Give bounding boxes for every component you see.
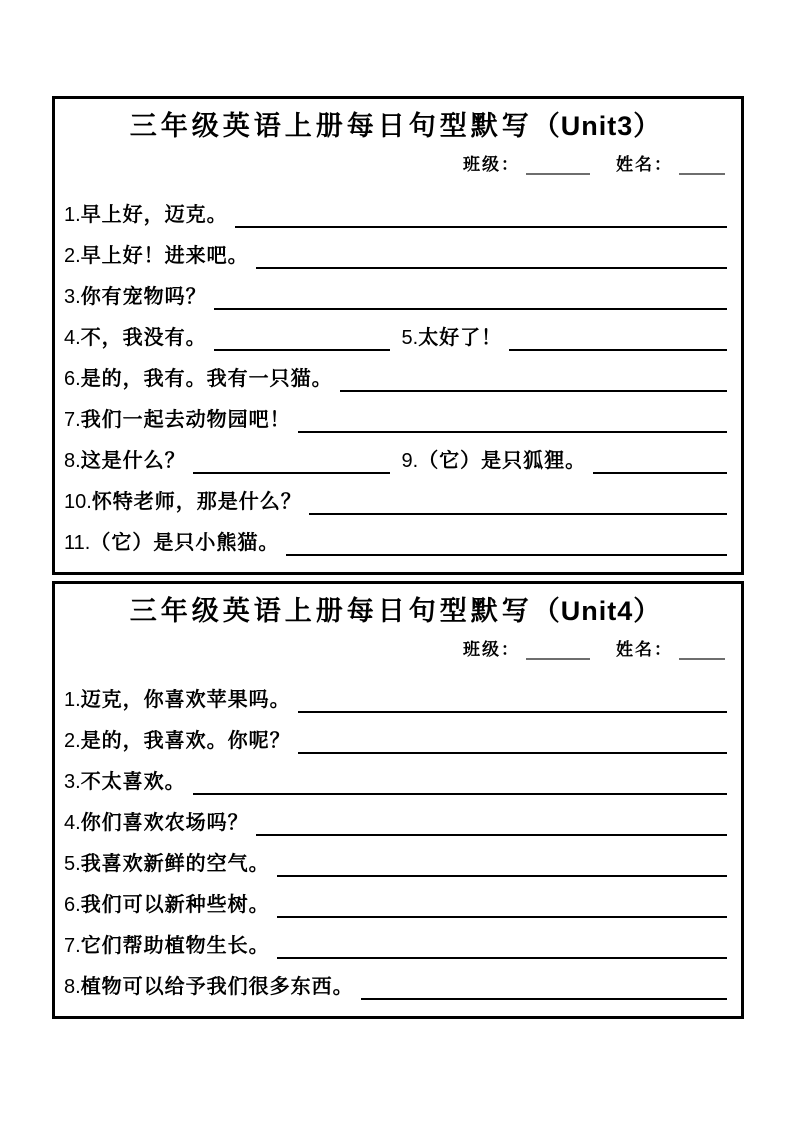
- section-title-unit: （Unit3）: [532, 111, 662, 141]
- question-row: [64, 515, 727, 556]
- name-label: 姓名：: [616, 640, 673, 660]
- question-number: 9.: [401, 450, 419, 473]
- answer-blank-line: [509, 329, 727, 351]
- section-title-text: 三年级英语上册每日句型默写: [129, 596, 533, 627]
- question-item: [64, 531, 727, 556]
- question-row: [64, 918, 727, 959]
- question-item: [64, 770, 727, 795]
- question-text: （它）是只狐狸。: [418, 450, 587, 473]
- question-row: [64, 795, 727, 836]
- question-number: 1.: [64, 689, 81, 712]
- name-blank-line: [679, 642, 725, 660]
- question-row: [64, 269, 727, 310]
- question-row: [64, 228, 727, 269]
- class-name-row: [64, 635, 725, 660]
- question-text: 这是什么？: [80, 450, 186, 473]
- name-blank-line: [679, 157, 725, 175]
- question-text: 你有宠物吗？: [80, 286, 207, 309]
- question-item: [64, 449, 390, 474]
- answer-blank-line: [340, 370, 727, 392]
- question-number: 3.: [64, 771, 81, 794]
- answer-blank-line: [256, 247, 727, 269]
- question-item: [64, 688, 727, 713]
- question-item: [402, 449, 728, 474]
- question-number: 6.: [64, 894, 81, 917]
- question-number: 8.: [64, 976, 81, 999]
- answer-blank-line: [277, 896, 727, 918]
- question-number: 11.: [64, 532, 91, 555]
- question-number: 1.: [64, 204, 81, 227]
- section-title-text: 三年级英语上册每日句型默写: [129, 111, 533, 141]
- answer-blank-line: [235, 206, 727, 228]
- section-title-unit: （Unit4）: [532, 596, 662, 627]
- question-number: 10.: [64, 491, 92, 514]
- question-text: 怀特老师，那是什么？: [91, 491, 302, 514]
- question-number: 5.: [401, 327, 419, 350]
- question-item: [64, 326, 390, 351]
- class-name-row: [64, 150, 725, 175]
- question-number: 4.: [64, 812, 81, 835]
- section-title: [64, 594, 727, 629]
- answer-blank-line: [277, 855, 727, 877]
- unit-box: [52, 96, 744, 575]
- question-row: [64, 310, 727, 351]
- question-text: 植物可以给予我们很多东西。: [80, 976, 354, 999]
- question-text: 我们一起去动物园吧！: [80, 409, 291, 432]
- question-item: [64, 244, 727, 269]
- question-item: [64, 934, 727, 959]
- answer-blank-line: [193, 452, 390, 474]
- question-text: 太好了！: [418, 327, 503, 350]
- question-item: [64, 408, 727, 433]
- question-text: 它们帮助植物生长。: [80, 935, 270, 958]
- class-label: 班级：: [463, 155, 520, 175]
- answer-blank-line: [593, 452, 727, 474]
- section-title: [64, 109, 727, 144]
- question-row: [64, 392, 727, 433]
- question-rows: [64, 187, 727, 556]
- answer-blank-line: [298, 411, 727, 433]
- question-text: 我喜欢新鲜的空气。: [80, 853, 270, 876]
- answer-blank-line: [309, 493, 727, 515]
- question-text: 早上好！进来吧。: [80, 245, 249, 268]
- question-text: 我们可以新种些树。: [80, 894, 270, 917]
- question-number: 2.: [64, 730, 81, 753]
- question-row: [64, 713, 727, 754]
- answer-blank-line: [277, 937, 727, 959]
- question-row: [64, 959, 727, 1000]
- question-number: 6.: [64, 368, 81, 391]
- question-number: 8.: [64, 450, 81, 473]
- question-number: 7.: [64, 409, 81, 432]
- class-blank-line: [526, 157, 590, 175]
- question-row: [64, 351, 727, 392]
- answer-blank-line: [298, 691, 727, 713]
- question-text: 不，我没有。: [80, 327, 207, 350]
- question-text: 早上好，迈克。: [80, 204, 228, 227]
- class-blank-line: [526, 642, 590, 660]
- answer-blank-line: [298, 732, 727, 754]
- question-row: [64, 474, 727, 515]
- answer-blank-line: [361, 978, 727, 1000]
- question-item: [64, 729, 727, 754]
- question-text: 你们喜欢农场吗？: [80, 812, 249, 835]
- question-row: [64, 836, 727, 877]
- name-label: 姓名：: [616, 155, 673, 175]
- question-text: 是的，我有。我有一只猫。: [80, 368, 333, 391]
- unit-box: [52, 581, 744, 1019]
- answer-blank-line: [256, 814, 727, 836]
- answer-blank-line: [286, 534, 727, 556]
- question-row: [64, 877, 727, 918]
- answer-blank-line: [214, 288, 727, 310]
- answer-blank-line: [193, 773, 727, 795]
- question-rows: [64, 672, 727, 1000]
- question-item: [402, 326, 728, 351]
- question-item: [64, 285, 727, 310]
- question-item: [64, 490, 727, 515]
- question-item: [64, 893, 727, 918]
- question-row: [64, 754, 727, 795]
- question-text: 迈克，你喜欢苹果吗。: [80, 689, 291, 712]
- question-text: 不太喜欢。: [80, 771, 186, 794]
- question-item: [64, 811, 727, 836]
- question-row: [64, 187, 727, 228]
- question-number: 4.: [64, 327, 81, 350]
- question-item: [64, 852, 727, 877]
- class-label: 班级：: [463, 640, 520, 660]
- question-row: [64, 672, 727, 713]
- question-number: 7.: [64, 935, 81, 958]
- question-number: 3.: [64, 286, 81, 309]
- question-item: [64, 203, 727, 228]
- question-row: [64, 433, 727, 474]
- question-number: 5.: [64, 853, 81, 876]
- question-number: 2.: [64, 245, 81, 268]
- question-item: [64, 367, 727, 392]
- question-text: 是的，我喜欢。你呢？: [80, 730, 291, 753]
- question-text: （它）是只小熊猫。: [90, 532, 280, 555]
- answer-blank-line: [214, 329, 390, 351]
- question-item: [64, 975, 727, 1000]
